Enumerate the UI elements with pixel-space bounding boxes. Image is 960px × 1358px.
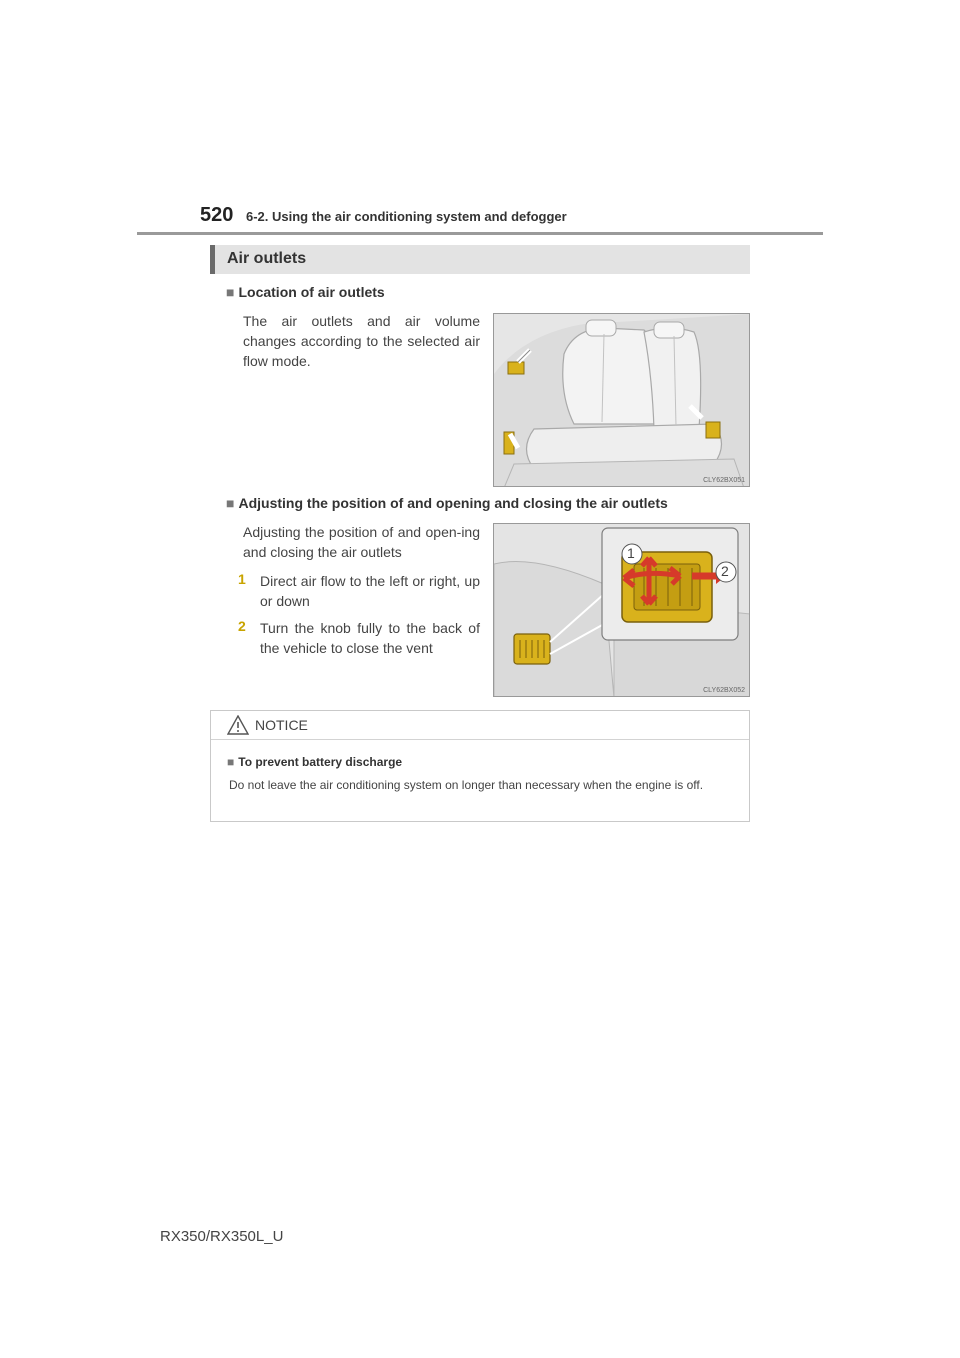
step-number: 1 [238,571,246,587]
warning-triangle-icon [227,715,249,735]
callout-number: 1 [627,545,635,561]
step-text: Direct air flow to the left or right, up or down [260,573,480,609]
chapter-title: 6-2. Using the air conditioning system and defogger [246,209,567,224]
notice-title: NOTICE [255,717,308,733]
location-subhead: ■ Location of air outlets [226,284,385,300]
page-header [200,204,820,234]
section-bar [210,245,750,274]
model-footer: RX350/RX350L_U [160,1228,284,1245]
figure-code: CLY62BX052 [703,687,745,694]
step-text: Turn the knob fully to the back of the vehicle to close the vent [260,620,480,656]
adjusting-body: Adjusting the position of and open-ing and closing the air outlets [243,524,480,560]
header-rule [137,232,823,235]
adjusting-subhead: ■ Adjusting the position of and opening and closing the air outlets [226,495,668,511]
seat-outlets-figure [493,313,750,487]
step-number: 2 [238,618,246,634]
notice-subhead: ■ To prevent battery discharge [227,755,403,769]
figure-code: CLY62BX051 [703,477,745,484]
location-body: The air outlets and air volume changes according to the selected air flow mode. [243,313,480,369]
vent-adjust-figure [493,523,750,697]
square-bullet-icon: ■ [227,755,235,769]
notice-box [210,710,750,822]
page-number: 520 [200,204,234,226]
notice-body: Do not leave the air conditioning system on longer than necessary when the engine is off. [229,778,704,792]
notice-header [211,711,749,740]
square-bullet-icon: ■ [226,284,235,300]
seat-illustration [494,314,750,487]
square-bullet-icon: ■ [226,495,235,511]
section-title: Air outlets [227,250,307,267]
callout-number: 2 [721,563,729,579]
vent-illustration [494,524,750,697]
